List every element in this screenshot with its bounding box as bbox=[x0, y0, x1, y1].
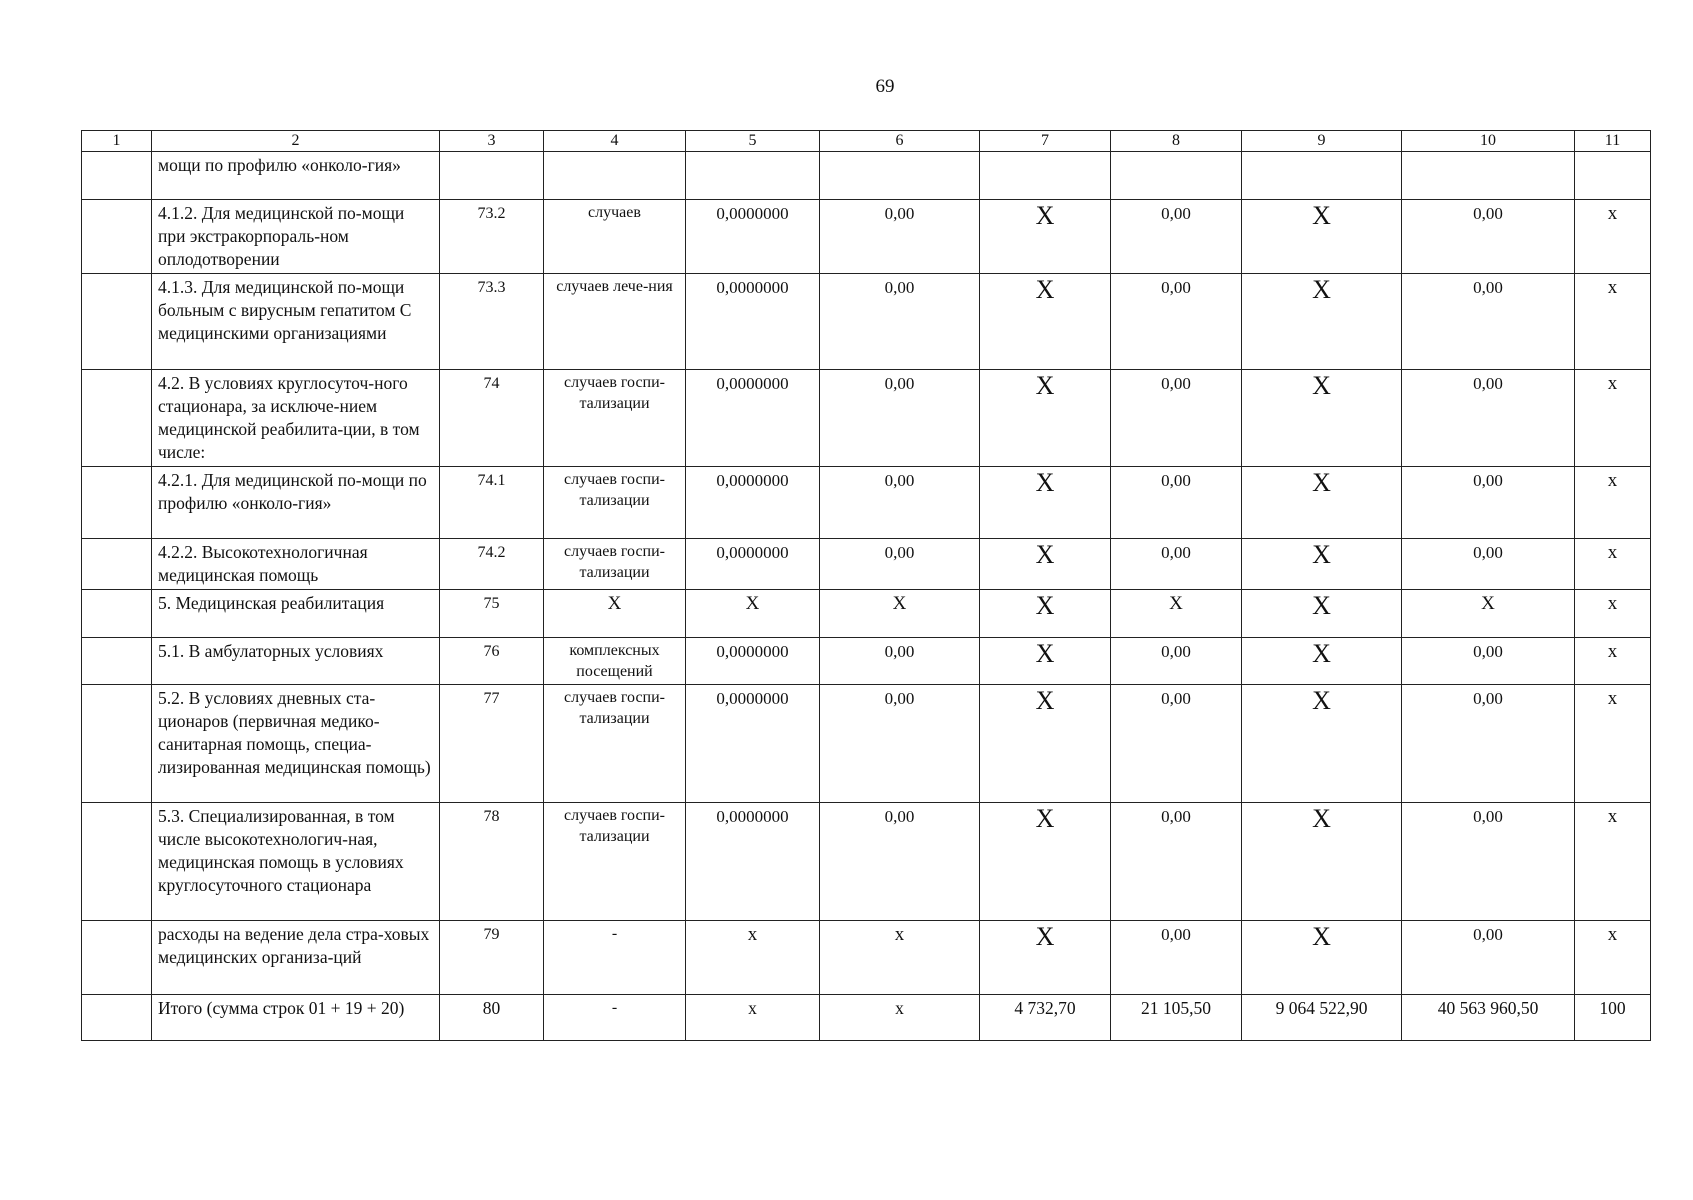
cell-col6: 0,00 bbox=[820, 467, 980, 539]
row-first-cell bbox=[82, 803, 152, 921]
row-name: 5.2. В условиях дневных ста-ционаров (первичная медико-санитарная помощь, специа-лизированная медицинская помощь) bbox=[152, 685, 440, 803]
table-row bbox=[82, 995, 1651, 1041]
cell-col5: x bbox=[686, 995, 820, 1041]
row-unit: комплексных посещений bbox=[544, 638, 686, 685]
row-name: расходы на ведение дела стра-ховых медицинских организа-ций bbox=[152, 921, 440, 995]
row-unit: случаев госпи-тализации bbox=[544, 467, 686, 539]
row-code: 74 bbox=[440, 370, 544, 467]
cell-col5: X bbox=[686, 590, 820, 638]
row-name: Итого (сумма строк 01 + 19 + 20) bbox=[152, 995, 440, 1041]
row-first-cell bbox=[82, 921, 152, 995]
cell-col10: 40 563 960,50 bbox=[1402, 995, 1575, 1041]
column-header: 4 bbox=[544, 131, 686, 152]
row-first-cell bbox=[82, 274, 152, 370]
row-name: 5.1. В амбулаторных условиях bbox=[152, 638, 440, 685]
cell-col8: 0,00 bbox=[1111, 685, 1242, 803]
cell-col11: x bbox=[1575, 200, 1651, 274]
cell-col6: x bbox=[820, 921, 980, 995]
cell-col11: 100 bbox=[1575, 995, 1651, 1041]
table-row bbox=[82, 638, 1651, 685]
cell-col7: X bbox=[980, 274, 1111, 370]
cell-col5: 0,0000000 bbox=[686, 200, 820, 274]
row-code: 77 bbox=[440, 685, 544, 803]
cell-col10: 0,00 bbox=[1402, 539, 1575, 590]
row-name: 5. Медицинская реабилитация bbox=[152, 590, 440, 638]
cell-col10: 0,00 bbox=[1402, 638, 1575, 685]
page-number: 69 bbox=[875, 76, 895, 97]
row-first-cell bbox=[82, 638, 152, 685]
table-row bbox=[82, 539, 1651, 590]
cell-col10: X bbox=[1402, 590, 1575, 638]
row-unit: - bbox=[544, 995, 686, 1041]
cell-col10: 0,00 bbox=[1402, 467, 1575, 539]
cell-col8: 0,00 bbox=[1111, 539, 1242, 590]
cell-col8: 0,00 bbox=[1111, 467, 1242, 539]
row-unit bbox=[544, 152, 686, 200]
cell-col9: X bbox=[1242, 803, 1402, 921]
cell-col9: X bbox=[1242, 539, 1402, 590]
column-header: 9 bbox=[1242, 131, 1402, 152]
row-unit: случаев госпи-тализации bbox=[544, 370, 686, 467]
table-row bbox=[82, 921, 1651, 995]
cell-col6: 0,00 bbox=[820, 370, 980, 467]
cell-col7: X bbox=[980, 467, 1111, 539]
cell-col6: x bbox=[820, 995, 980, 1041]
row-unit: случаев госпи-тализации bbox=[544, 685, 686, 803]
cell-col7: X bbox=[980, 370, 1111, 467]
cell-col9: X bbox=[1242, 685, 1402, 803]
cell-col8: 0,00 bbox=[1111, 803, 1242, 921]
column-header: 10 bbox=[1402, 131, 1575, 152]
row-name: 4.2.2. Высокотехнологичная медицинская помощь bbox=[152, 539, 440, 590]
table-row bbox=[82, 467, 1651, 539]
column-header: 3 bbox=[440, 131, 544, 152]
cell-col9: X bbox=[1242, 638, 1402, 685]
cell-col5: x bbox=[686, 921, 820, 995]
row-code: 80 bbox=[440, 995, 544, 1041]
cell-col5: 0,0000000 bbox=[686, 803, 820, 921]
row-unit: случаев госпи-тализации bbox=[544, 539, 686, 590]
cell-col11: x bbox=[1575, 467, 1651, 539]
cell-col10: 0,00 bbox=[1402, 803, 1575, 921]
row-first-cell bbox=[82, 995, 152, 1041]
column-header: 1 bbox=[82, 131, 152, 152]
cell-col5 bbox=[686, 152, 820, 200]
cell-col8: 0,00 bbox=[1111, 921, 1242, 995]
row-name: 4.2.1. Для медицинской по-мощи по профилю «онколо-гия» bbox=[152, 467, 440, 539]
row-code: 78 bbox=[440, 803, 544, 921]
row-name: 4.1.3. Для медицинской по-мощи больным с вирусным гепатитом С медицинскими организациями bbox=[152, 274, 440, 370]
cell-col9: X bbox=[1242, 467, 1402, 539]
cell-col7: X bbox=[980, 200, 1111, 274]
cell-col6: 0,00 bbox=[820, 274, 980, 370]
row-unit: случаев госпи-тализации bbox=[544, 803, 686, 921]
cell-col6: 0,00 bbox=[820, 803, 980, 921]
table-row bbox=[82, 152, 1651, 200]
column-header: 5 bbox=[686, 131, 820, 152]
cell-col11: x bbox=[1575, 370, 1651, 467]
row-code bbox=[440, 152, 544, 200]
row-unit: случаев лече-ния bbox=[544, 274, 686, 370]
cell-col8: 21 105,50 bbox=[1111, 995, 1242, 1041]
column-number-row bbox=[82, 131, 1651, 152]
cell-col8: X bbox=[1111, 590, 1242, 638]
row-unit: X bbox=[544, 590, 686, 638]
cell-col11: x bbox=[1575, 803, 1651, 921]
table-row bbox=[82, 590, 1651, 638]
cell-col9: X bbox=[1242, 921, 1402, 995]
cell-col7: X bbox=[980, 539, 1111, 590]
column-header: 11 bbox=[1575, 131, 1651, 152]
cell-col8: 0,00 bbox=[1111, 200, 1242, 274]
cell-col5: 0,0000000 bbox=[686, 370, 820, 467]
table-row bbox=[82, 200, 1651, 274]
cell-col11: x bbox=[1575, 638, 1651, 685]
cell-col11 bbox=[1575, 152, 1651, 200]
cell-col5: 0,0000000 bbox=[686, 274, 820, 370]
row-first-cell bbox=[82, 685, 152, 803]
cell-col7: X bbox=[980, 921, 1111, 995]
row-code: 79 bbox=[440, 921, 544, 995]
cell-col6 bbox=[820, 152, 980, 200]
cell-col9: X bbox=[1242, 370, 1402, 467]
cell-col8: 0,00 bbox=[1111, 638, 1242, 685]
cell-col10: 0,00 bbox=[1402, 685, 1575, 803]
cell-col10: 0,00 bbox=[1402, 274, 1575, 370]
cell-col11: x bbox=[1575, 921, 1651, 995]
cell-col11: x bbox=[1575, 685, 1651, 803]
cell-col7: X bbox=[980, 803, 1111, 921]
row-name: 5.3. Специализированная, в том числе высокотехнологич-ная, медицинская помощь в условиях круглосуточного стационара bbox=[152, 803, 440, 921]
cell-col6: 0,00 bbox=[820, 685, 980, 803]
table-row bbox=[82, 685, 1651, 803]
row-name: 4.2. В условиях круглосуточ-ного стационара, за исключе-нием медицинской реабилита-ции, в том числе: bbox=[152, 370, 440, 467]
table-row bbox=[82, 274, 1651, 370]
row-first-cell bbox=[82, 152, 152, 200]
cell-col8: 0,00 bbox=[1111, 370, 1242, 467]
row-first-cell bbox=[82, 467, 152, 539]
row-first-cell bbox=[82, 200, 152, 274]
cell-col7: 4 732,70 bbox=[980, 995, 1111, 1041]
cell-col10: 0,00 bbox=[1402, 200, 1575, 274]
column-header: 6 bbox=[820, 131, 980, 152]
cell-col9: X bbox=[1242, 200, 1402, 274]
cell-col8 bbox=[1111, 152, 1242, 200]
row-code: 73.3 bbox=[440, 274, 544, 370]
row-unit: случаев bbox=[544, 200, 686, 274]
cell-col10 bbox=[1402, 152, 1575, 200]
cell-col6: 0,00 bbox=[820, 539, 980, 590]
cell-col9: X bbox=[1242, 274, 1402, 370]
table-row bbox=[82, 803, 1651, 921]
cell-col6: X bbox=[820, 590, 980, 638]
cell-col5: 0,0000000 bbox=[686, 638, 820, 685]
cell-col7 bbox=[980, 152, 1111, 200]
row-code: 74.1 bbox=[440, 467, 544, 539]
row-first-cell bbox=[82, 539, 152, 590]
row-code: 73.2 bbox=[440, 200, 544, 274]
row-name: мощи по профилю «онколо-гия» bbox=[152, 152, 440, 200]
cell-col9: 9 064 522,90 bbox=[1242, 995, 1402, 1041]
cell-col7: X bbox=[980, 685, 1111, 803]
table-row bbox=[82, 370, 1651, 467]
cell-col5: 0,0000000 bbox=[686, 685, 820, 803]
cell-col6: 0,00 bbox=[820, 200, 980, 274]
cell-col11: x bbox=[1575, 590, 1651, 638]
row-first-cell bbox=[82, 370, 152, 467]
cell-col7: X bbox=[980, 638, 1111, 685]
row-code: 74.2 bbox=[440, 539, 544, 590]
column-header: 2 bbox=[152, 131, 440, 152]
cell-col5: 0,0000000 bbox=[686, 467, 820, 539]
data-table bbox=[81, 130, 1651, 1041]
cell-col10: 0,00 bbox=[1402, 370, 1575, 467]
row-name: 4.1.2. Для медицинской по-мощи при экстракорпораль-ном оплодотворении bbox=[152, 200, 440, 274]
cell-col9: X bbox=[1242, 590, 1402, 638]
cell-col7: X bbox=[980, 590, 1111, 638]
column-header: 7 bbox=[980, 131, 1111, 152]
cell-col5: 0,0000000 bbox=[686, 539, 820, 590]
row-first-cell bbox=[82, 590, 152, 638]
row-code: 76 bbox=[440, 638, 544, 685]
cell-col11: x bbox=[1575, 539, 1651, 590]
cell-col6: 0,00 bbox=[820, 638, 980, 685]
column-header: 8 bbox=[1111, 131, 1242, 152]
cell-col8: 0,00 bbox=[1111, 274, 1242, 370]
cell-col10: 0,00 bbox=[1402, 921, 1575, 995]
row-unit: - bbox=[544, 921, 686, 995]
row-code: 75 bbox=[440, 590, 544, 638]
cell-col9 bbox=[1242, 152, 1402, 200]
cell-col11: x bbox=[1575, 274, 1651, 370]
